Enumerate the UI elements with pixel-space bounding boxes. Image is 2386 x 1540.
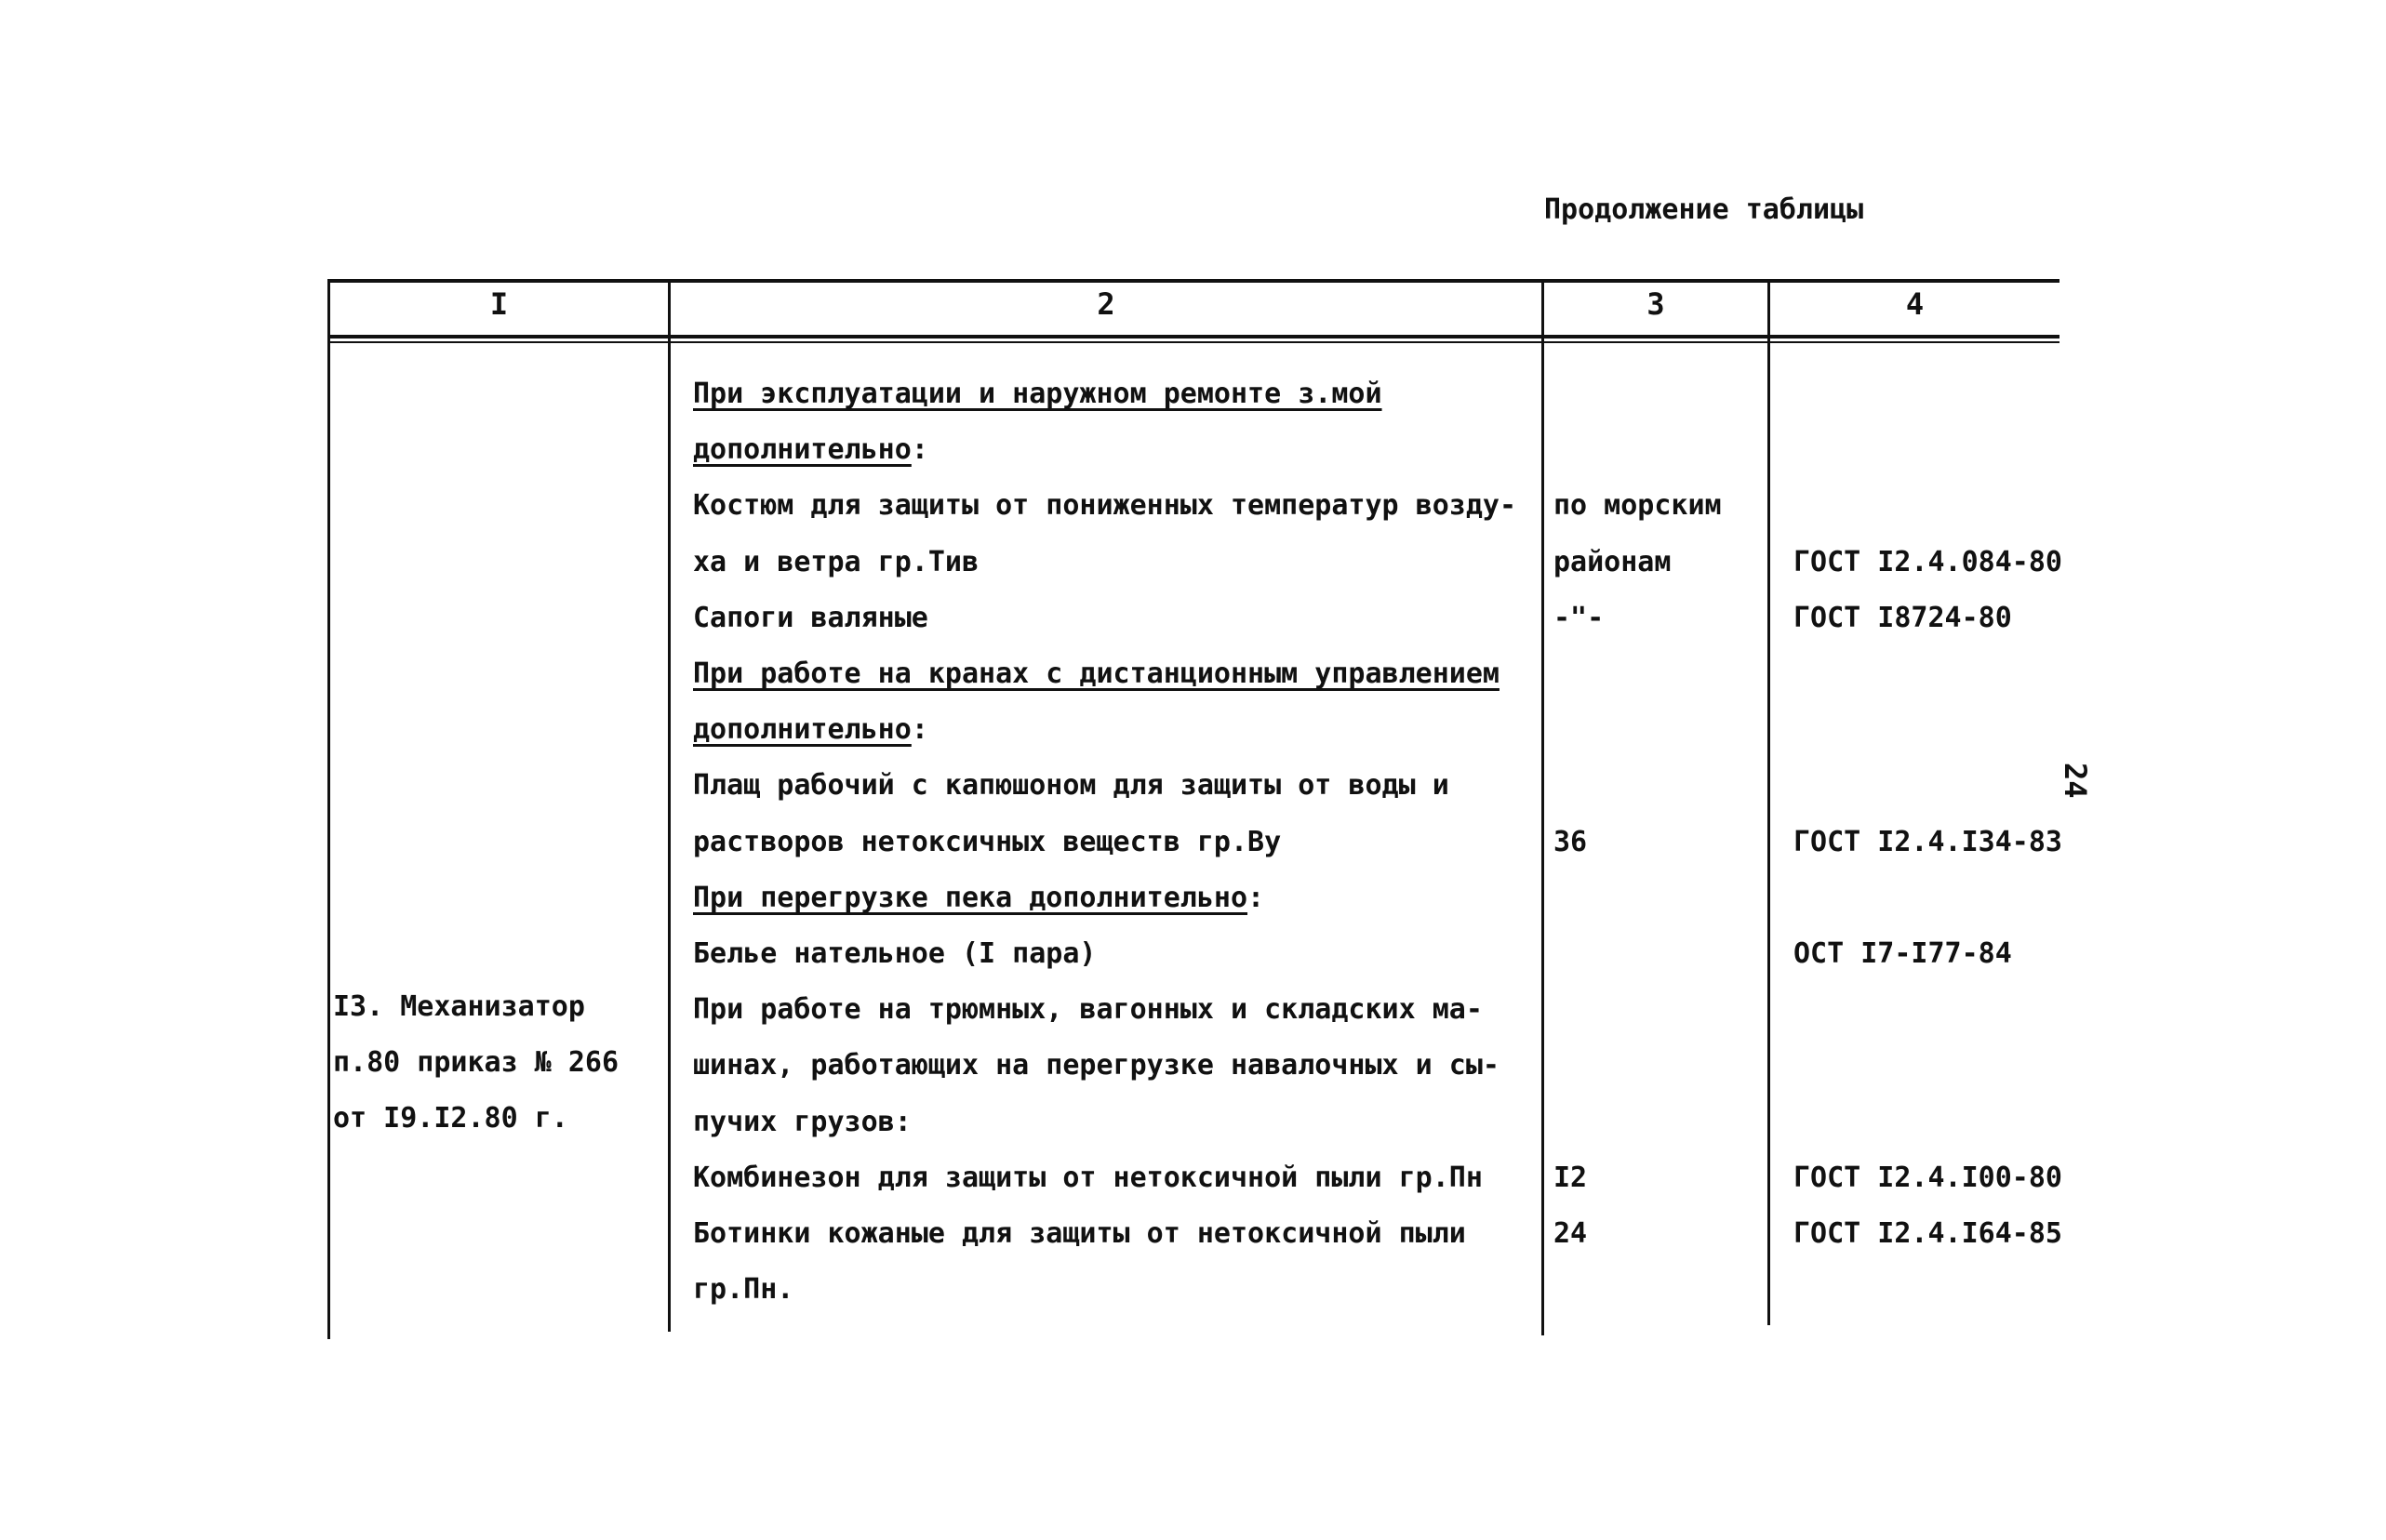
- equipment-line: [693, 1104, 912, 1141]
- wear-period-value: 36: [1553, 826, 1588, 858]
- equipment-line: [693, 1047, 1500, 1084]
- equipment-line: [693, 600, 928, 637]
- equipment-text: растворов нетоксичных веществ гр.Ву: [693, 826, 1282, 858]
- column-header-2: 2: [1097, 286, 1115, 322]
- column-header-4: 4: [1905, 286, 1925, 322]
- equipment-line: [693, 656, 1500, 693]
- equipment-line: [693, 991, 1483, 1029]
- section-heading-text: При работе на кранах с дистанционным управлением: [693, 657, 1500, 690]
- equipment-text: ха и ветра гр.Тив: [693, 546, 980, 578]
- profession-line: от I9.I2.80 г.: [333, 1102, 568, 1135]
- section-heading-text: При перегрузке пека дополнительно: [693, 882, 1248, 914]
- column-divider-2: [1541, 279, 1544, 1335]
- standard-reference: ГОСТ I2.4.I00-80: [1793, 1162, 2062, 1194]
- equipment-line: [693, 936, 1096, 973]
- section-heading-text: дополнительно: [693, 433, 912, 466]
- standard-reference: ГОСТ I2.4.084-80: [1793, 546, 2062, 578]
- equipment-line: [693, 1215, 1466, 1253]
- column-header-3: 3: [1646, 286, 1665, 322]
- wear-period-value: по морским: [1553, 489, 1722, 522]
- column-divider-1: [668, 279, 671, 1332]
- equipment-line: [693, 1160, 1483, 1197]
- page-number: 24: [2058, 763, 2093, 799]
- section-heading-text: При эксплуатации и наружном ремонте з.мой: [693, 378, 1382, 410]
- equipment-line: [693, 376, 1382, 413]
- table-header-rule: [327, 335, 2059, 339]
- standard-reference: ОСТ I7-I77-84: [1793, 937, 2012, 970]
- equipment-text: При работе на трюмных, вагонных и складских ма-: [693, 993, 1483, 1026]
- standard-reference: ГОСТ I2.4.I34-83: [1793, 826, 2062, 858]
- equipment-text: гр.Пн.: [693, 1273, 794, 1306]
- equipment-line: [693, 824, 1281, 861]
- standard-reference: ГОСТ I8724-80: [1793, 602, 2012, 634]
- heading-colon: :: [1247, 882, 1265, 914]
- equipment-line: [693, 767, 1449, 804]
- column-header-1: I: [489, 286, 509, 322]
- wear-period-value: районам: [1553, 546, 1672, 578]
- equipment-text: Костюм для защиты от пониженных температур возду-: [693, 489, 1517, 522]
- heading-colon: :: [911, 433, 928, 466]
- section-heading-text: дополнительно: [693, 713, 912, 746]
- equipment-line: [693, 431, 928, 469]
- profession-line: п.80 приказ № 266: [333, 1046, 620, 1079]
- equipment-line: [693, 544, 979, 581]
- profession-line: I3. Механизатор: [333, 990, 585, 1023]
- equipment-text: шинах, работающих на перегрузке навалочных и сы-: [693, 1049, 1500, 1082]
- column-divider-3: [1767, 279, 1770, 1325]
- wear-period-value: 24: [1553, 1217, 1588, 1250]
- equipment-text: Комбинезон для защиты от нетоксичной пыли гр.Пн: [693, 1162, 1483, 1194]
- equipment-text: пучих грузов:: [693, 1106, 912, 1138]
- equipment-line: [693, 1271, 793, 1308]
- equipment-line: [693, 711, 928, 749]
- table-top-rule: [327, 279, 2059, 283]
- wear-period-value: I2: [1553, 1162, 1588, 1194]
- standard-reference: ГОСТ I2.4.I64-85: [1793, 1217, 2062, 1250]
- equipment-text: Плащ рабочий с капюшоном для защиты от воды и: [693, 769, 1449, 802]
- heading-colon: :: [911, 713, 928, 746]
- equipment-text: Ботинки кожаные для защиты от нетоксичной пыли: [693, 1217, 1466, 1250]
- table-continuation-caption: Продолжение таблицы: [1544, 193, 1864, 226]
- equipment-text: Белье нательное (I пара): [693, 937, 1097, 970]
- table-left-border: [327, 279, 330, 1339]
- equipment-text: Сапоги валяные: [693, 602, 928, 634]
- wear-period-value: -"-: [1553, 602, 1605, 634]
- equipment-line: [693, 487, 1516, 524]
- equipment-line: [693, 880, 1264, 917]
- table-header-rule-second: [327, 341, 2059, 343]
